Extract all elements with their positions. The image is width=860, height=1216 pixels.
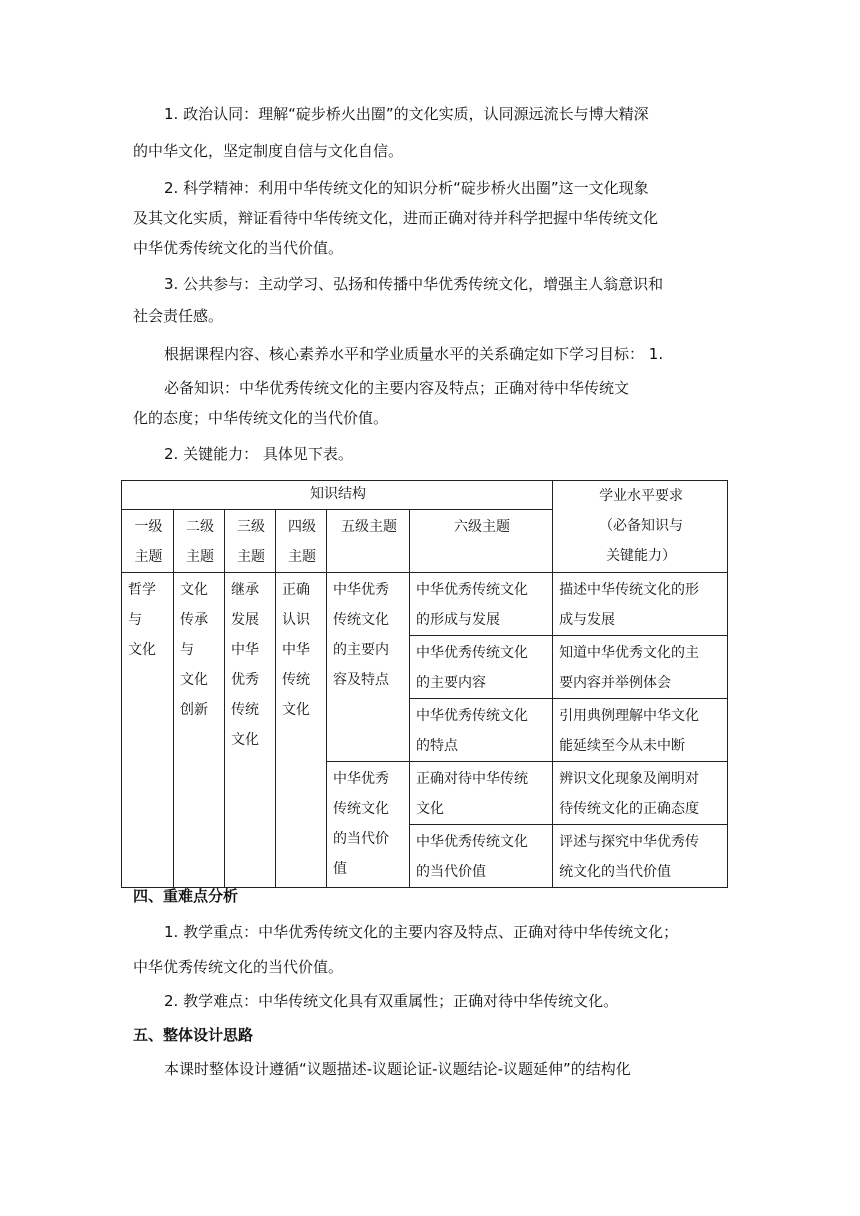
table-header-level-4: 四级 主题 (276, 510, 327, 573)
table-cell-level-1: 哲学 与 文化 (122, 573, 174, 888)
table-cell-requirement: 引用典例理解中华文化 能延续至今从未中断 (553, 699, 728, 762)
paragraph-political-identity-cont: 的中华文化，坚定制度自信与文化自信。 (133, 142, 404, 160)
paragraph-essential-knowledge-cont: 化的态度；中华传统文化的当代价值。 (133, 409, 389, 427)
table-cell-level-3: 继承 发展 中华 优秀 传统 文化 (225, 573, 276, 888)
paragraph-overall-design: 本课时整体设计遵循“议题描述-议题论证-议题结论-议题延伸”的结构化 (164, 1060, 631, 1078)
paragraph-teaching-focus-cont: 中华优秀传统文化的当代价值。 (133, 958, 344, 976)
table-cell-level-6: 中华优秀传统文化 的当代价值 (410, 825, 553, 888)
table-cell-level-4: 正确 认识 中华 传统 文化 (276, 573, 327, 888)
table-cell-level-6: 正确对待中华传统 文化 (410, 762, 553, 825)
paragraph-teaching-difficulty: 2. 教学难点：中华传统文化具有双重属性；正确对待中华传统文化。 (164, 992, 619, 1010)
table-cell-level-6: 中华优秀传统文化 的形成与发展 (410, 573, 553, 636)
table-cell-requirement: 知道中华优秀文化的主 要内容并举例体会 (553, 636, 728, 699)
section-title-overall-design: 五、整体设计思路 (133, 1026, 254, 1044)
table-cell-requirement: 辨识文化现象及阐明对 待传统文化的正确态度 (553, 762, 728, 825)
table-cell-level-6: 中华优秀传统文化 的特点 (410, 699, 553, 762)
paragraph-public-participation: 3. 公共参与：主动学习、弘扬和传播中华优秀传统文化，增强主人翁意识和 (164, 275, 664, 293)
table-header-level-6: 六级主题 (410, 510, 553, 573)
paragraph-public-participation-cont: 社会责任感。 (133, 307, 224, 325)
paragraph-political-identity: 1. 政治认同：理解“碇步桥火出圈”的文化实质，认同源远流长与博大精深 (164, 105, 649, 123)
paragraph-scientific-spirit: 2. 科学精神：利用中华传统文化的知识分析“碇步桥火出圈”这一文化现象 (164, 179, 649, 197)
table-cell-requirement: 评述与探究中华优秀传 统文化的当代价值 (553, 825, 728, 888)
table-cell-requirement: 描述中华传统文化的形 成与发展 (553, 573, 728, 636)
table-header-academic-level: 学业水平要求 （必备知识与 关键能力） (553, 481, 728, 573)
table-header-level-2: 二级 主题 (174, 510, 225, 573)
table-header-level-5: 五级主题 (327, 510, 410, 573)
table-cell-level-2: 文化 传承 与 文化 创新 (174, 573, 225, 888)
table-cell-level-5-content: 中华优秀 传统文化 的主要内 容及特点 (327, 573, 410, 762)
paragraph-learning-goals: 根据课程内容、核心素养水平和学业质量水平的关系确定如下学习目标： 1. (164, 345, 664, 363)
paragraph-teaching-focus: 1. 教学重点：中华优秀传统文化的主要内容及特点、正确对待中华传统文化； (164, 923, 679, 941)
paragraph-essential-knowledge: 必备知识：中华优秀传统文化的主要内容及特点；正确对待中华传统文 (164, 379, 630, 397)
section-title-key-difficult-points: 四、重难点分析 (133, 887, 239, 905)
paragraph-scientific-spirit-cont: 中华优秀传统文化的当代价值。 (133, 239, 344, 257)
table-header-knowledge-structure: 知识结构 (122, 481, 553, 510)
table-header-level-1: 一级 主题 (122, 510, 174, 573)
table-header-level-3: 三级 主题 (225, 510, 276, 573)
table-cell-level-5-value: 中华优秀 传统文化 的当代价 值 (327, 762, 410, 888)
knowledge-structure-table (121, 480, 728, 888)
table-cell-level-6: 中华优秀传统文化 的主要内容 (410, 636, 553, 699)
paragraph-scientific-spirit-cont: 及其文化实质，辩证看待中华传统文化，进而正确对待并科学把握中华传统文化 (133, 209, 659, 227)
paragraph-key-ability: 2. 关键能力： 具体见下表。 (164, 445, 353, 463)
